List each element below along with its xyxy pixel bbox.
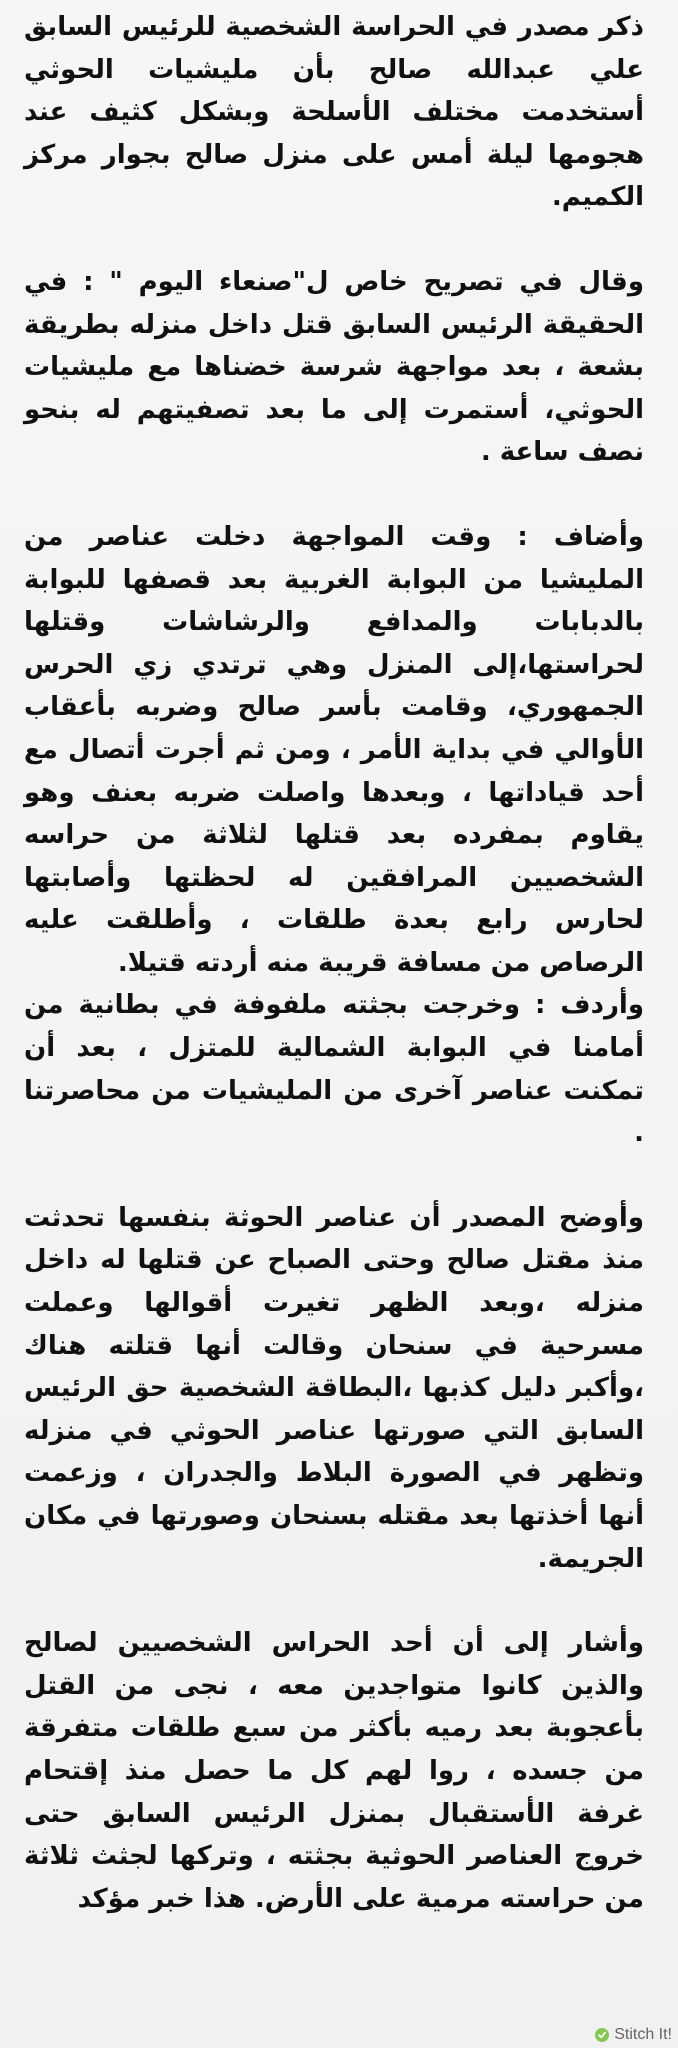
stitch-it-logo-icon [594,2027,610,2043]
paragraph-2: وقال في تصريح خاص ل"صنعاء اليوم " : في الحقيقة الرئيس السابق قتل داخل منزله بطريقة بشعة ، بعد مواجهة شرسة خضناها مع مليشيات الحوثي، أستمرت إلى ما بعد تصفيتهم له بنحو نصف ساعة . [24,266,644,468]
paragraph-4: وأردف : وخرجت بجثته ملفوفة في بطانية من أمامنا في البوابة الشمالية للمتزل ، بعد أن تمكنت عناصر آخرى من المليشيات من محاصرتنا . [24,990,644,1149]
note-text-body [24,6,644,1962]
paragraph-6: وأشار إلى أن أحد الحراس الشخصيين لصالح والذين كانوا متواجدين معه ، نجى من القتل بأعجوبة بعد رميه بأكثر من سبع طلقات متفرقة من جسده ، روا لهم كل ما حصل منذ إقتحام غرفة الأستقبال بمنزل الرئيس السابق حتى خروج العناصر الحوثية بجثته ، وتركها لجثث ثلاثة من حراسته مرمية على الأرض. هذا خبر مؤكد [24,1628,644,1914]
stitch-it-watermark [594,2026,672,2044]
paragraph-3: وأضاف : وقت المواجهة دخلت عناصر من المليشيا من البوابة الغربية بعد قصفها للبوابة بالدبابات والمدافع والرشاشات وقتلها لحراستها،إلى المنزل وهي ترتدي زي الحرس الجمهوري، وقامت بأسر صالح وضربه بأعقاب الأوالي في بداية الأمر ، ومن ثم أجرت أتصال مع أحد قياداتها ، وبعدها واصلت ضربه بعنف وهو يقاوم بمفرده بعد قتلها لثلاثة من حراسه الشخصيين المرافقين له لحظتها وأصابتها لحارس رابع بعدة طلقات ، وأطلقت عليه الرصاص من مسافة قريبة منه أردته قتيلا. [24,521,644,978]
watermark-label: Stitch It! [614,2026,672,2043]
paragraph-1: ذكر مصدر في الحراسة الشخصية للرئيس السابق علي عبدالله صالح بأن مليشيات الحوثي أستخدمت مختلف الأسلحة وبشكل كثيف عند هجومها ليلة أمس على منزل صالح بجوار مركز الكميم. [24,12,644,213]
paragraph-5: وأوضح المصدر أن عناصر الحوثة بنفسها تحدثت منذ مقتل صالح وحتى الصباح عن قتلها له داخل منزله ،وبعد الظهر تغيرت أقوالها وعملت مسرحية في سنحان وقالت أنها قتلته هناك ،وأكبر دليل كذبها ،البطاقة الشخصية حق الرئيس السابق التي صورتها عناصر الحوثي في منزله وتظهر في الصورة البلاط والجدران ، وزعمت أنها أخذتها بعد مقتله بسنحان وصورتها في مكان الجريمة. [24,1202,644,1574]
